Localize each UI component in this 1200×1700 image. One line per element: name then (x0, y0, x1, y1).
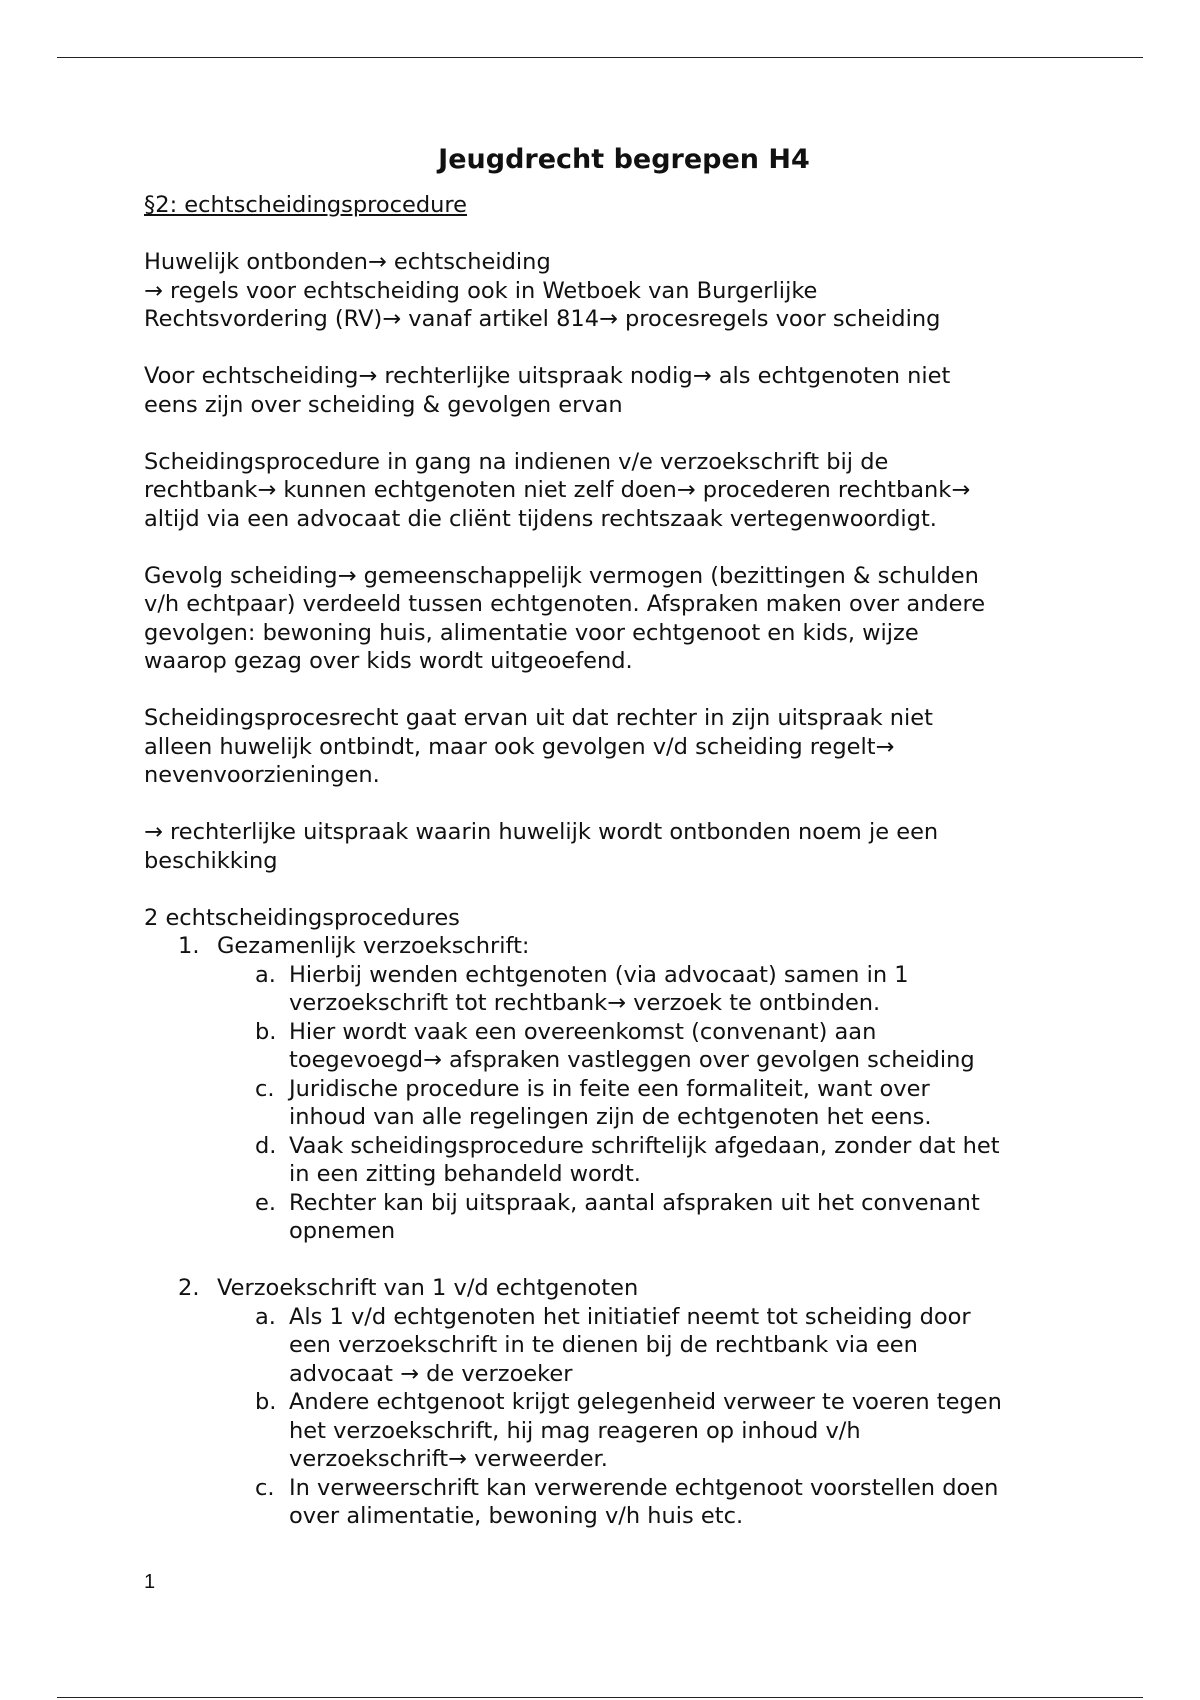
paragraph (144, 818, 1094, 875)
procedure-subitem (217, 1018, 1094, 1075)
section-heading: §2: echtscheidingsprocedure (144, 192, 467, 218)
paragraph (144, 248, 1094, 334)
subitem-line: In verweerschrift kan verwerende echtgenoot voorstellen doen (289, 1474, 999, 1501)
paragraph (144, 448, 1094, 534)
subitem-line: het verzoekschrift, hij mag reageren op inhoud v/h (289, 1417, 861, 1444)
subitem-letter: e. (255, 1189, 276, 1216)
subitem-line: Vaak scheidingsprocedure schriftelijk afgedaan, zonder dat het (289, 1132, 1000, 1159)
procedure-subitem (217, 1075, 1094, 1132)
subitem-line: in een zitting behandeld wordt. (289, 1161, 641, 1187)
paragraph-line: rechtbank→ kunnen echtgenoten niet zelf doen→ procederen rechtbank→ (144, 477, 971, 503)
procedure-number: 1. (178, 933, 200, 959)
procedure-subitem (217, 1474, 1094, 1531)
subitem-line: Andere echtgenoot krijgt gelegenheid verweer te voeren tegen (289, 1389, 1002, 1415)
procedure-subitems (217, 961, 1094, 1246)
subitem-line: toegevoegd→ afspraken vastleggen over gevolgen scheiding (289, 1047, 975, 1073)
subitem-letter: c. (255, 1474, 275, 1501)
procedure-item (144, 932, 1094, 1246)
paragraph-line: eens zijn over scheiding & gevolgen ervan (144, 391, 623, 418)
procedures-intro: 2 echtscheidingsprocedures (144, 904, 460, 931)
paragraph-line: waarop gezag over kids wordt uitgeoefend. (144, 648, 633, 674)
subitem-line: verzoekschrift tot rechtbank→ verzoek te ontbinden. (289, 990, 881, 1016)
subitem-line: Rechter kan bij uitspraak, aantal afspraken uit het convenant (289, 1189, 980, 1216)
page-number: 1 (144, 1571, 156, 1593)
paragraph-line: Voor echtscheiding→ rechterlijke uitspraak nodig→ als echtgenoten niet (144, 363, 951, 389)
procedure-subitem (217, 1303, 1094, 1389)
paragraph-line: Scheidingsprocedure in gang na indienen v/e verzoekschrift bij de (144, 448, 889, 475)
paragraph (144, 704, 1094, 790)
subitem-letter: a. (255, 1303, 276, 1330)
procedure-number: 2. (178, 1275, 200, 1301)
subitem-letter: d. (255, 1132, 277, 1159)
subitem-line: Hierbij wenden echtgenoten (via advocaat) samen in 1 (289, 961, 909, 988)
document-page (144, 138, 1094, 1531)
paragraph-line: Huwelijk ontbonden→ echtscheiding (144, 249, 551, 275)
procedure-item (144, 1274, 1094, 1531)
paragraph (144, 562, 1094, 676)
subitem-line: opnemen (289, 1218, 396, 1244)
paragraph (144, 362, 1094, 419)
paragraph-line: beschikking (144, 847, 278, 874)
subitem-line: verzoekschrift→ verweerder. (289, 1446, 608, 1472)
procedure-subitem (217, 1388, 1094, 1474)
subitem-letter: c. (255, 1075, 275, 1102)
subitem-line: over alimentatie, bewoning v/h huis etc. (289, 1503, 744, 1529)
subitem-line: Juridische procedure is in feite een formaliteit, want over (289, 1075, 930, 1102)
paragraph-line: nevenvoorzieningen. (144, 762, 380, 788)
procedure-title: Gezamenlijk verzoekschrift: (217, 933, 530, 959)
procedure-title: Verzoekschrift van 1 v/d echtgenoten (217, 1275, 639, 1301)
subitem-line: een verzoekschrift in te dienen bij de rechtbank via een (289, 1332, 918, 1358)
procedure-subitem (217, 1189, 1094, 1246)
procedure-subitems (217, 1303, 1094, 1531)
subitem-letter: b. (255, 1389, 277, 1415)
paragraph-line: → rechterlijke uitspraak waarin huwelijk wordt ontbonden noem je een (144, 819, 939, 845)
procedure-subitem (217, 1132, 1094, 1189)
document-title: Jeugdrecht begrepen H4 (438, 144, 810, 175)
subitem-letter: a. (255, 961, 276, 988)
header-rule (57, 57, 1143, 58)
subitem-line: Hier wordt vaak een overeenkomst (convenant) aan (289, 1018, 877, 1045)
subitem-letter: b. (255, 1018, 277, 1045)
paragraph-line: altijd via een advocaat die cliënt tijdens rechtszaak vertegenwoordigt. (144, 505, 937, 532)
subitem-line: advocaat → de verzoeker (289, 1360, 573, 1387)
subitem-line: inhoud van alle regelingen zijn de echtgenoten het eens. (289, 1104, 932, 1130)
footer-rule (57, 1697, 1143, 1698)
paragraph-line: Gevolg scheiding→ gemeenschappelijk vermogen (bezittingen & schulden (144, 562, 979, 589)
paragraph-line: Rechtsvordering (RV)→ vanaf artikel 814→ procesregels voor scheiding (144, 306, 941, 332)
paragraph-line: gevolgen: bewoning huis, alimentatie voor echtgenoot en kids, wijze (144, 619, 919, 646)
procedure-subitem (217, 961, 1094, 1018)
paragraph-line: → regels voor echtscheiding ook in Wetboek van Burgerlijke (144, 277, 818, 304)
paragraph-line: alleen huwelijk ontbindt, maar ook gevolgen v/d scheiding regelt→ (144, 733, 895, 760)
paragraph-line: v/h echtpaar) verdeeld tussen echtgenoten. Afspraken maken over andere (144, 591, 986, 617)
procedures-list (144, 932, 1094, 1531)
paragraph-line: Scheidingsprocesrecht gaat ervan uit dat rechter in zijn uitspraak niet (144, 705, 933, 731)
paragraphs-container (144, 248, 1094, 875)
subitem-line: Als 1 v/d echtgenoten het initiatief neemt tot scheiding door (289, 1303, 971, 1330)
